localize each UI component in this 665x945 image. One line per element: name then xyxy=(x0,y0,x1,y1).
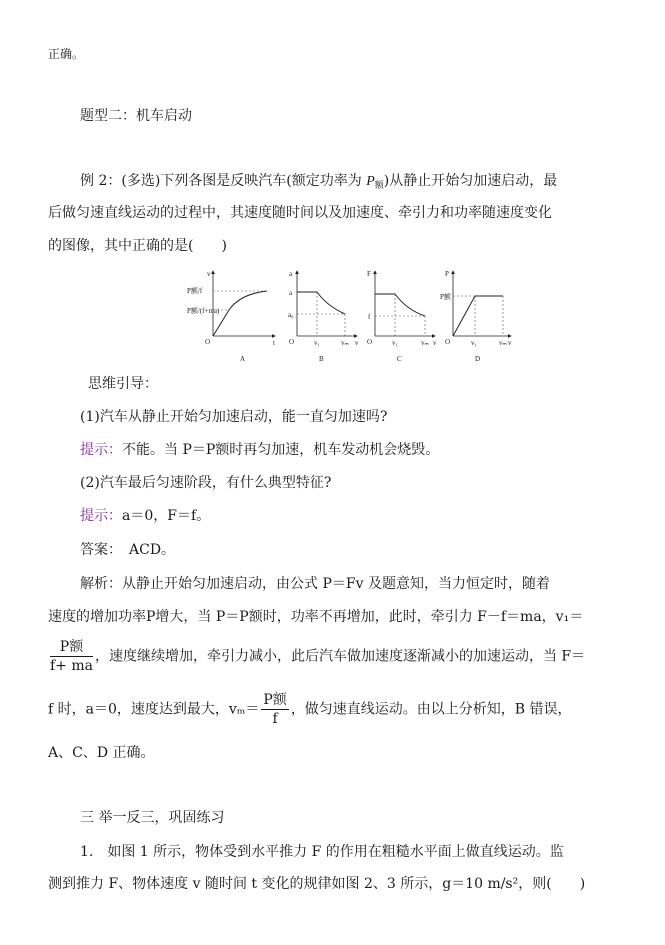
graphs-figure xyxy=(185,266,515,366)
graph-a xyxy=(187,270,275,363)
fraction-vm: $\frac{\text{P额}}{f}$ xyxy=(263,692,287,727)
section3-title: 三 举一反三，巩固练习 xyxy=(80,810,225,826)
hint-1: 提示：不能。当 P＝P额时再匀加速，机车发动机会烧毁。 xyxy=(80,442,440,458)
graph-c-tick-f: f xyxy=(368,313,371,321)
question-2: (2)汽车最后匀速阶段，有什么典型特征? xyxy=(80,475,332,491)
graph-c-tick-v1: v₁ xyxy=(392,339,398,347)
graph-d-tick-p: P额 xyxy=(440,293,451,301)
top-fragment: 正确。 xyxy=(48,47,85,61)
analysis-line4: f 时，a＝0，速度达到最大，vₘ＝ $\frac{\text{P额}}{f}$ ，做匀速直线运动。由以上分析知，B 错误， xyxy=(48,692,572,727)
example-line2: 后做匀速直线运动的过程中，其速度随时间以及加速度、牵引力和功率随速度变化 xyxy=(48,205,552,221)
section2-title: 题型二：机车启动 xyxy=(80,108,192,124)
example-line1: 例 2：(多选)下列各图是反映汽车(额定功率为 $P_额$)从静止开始匀加速启动，最 xyxy=(80,173,558,191)
question-1: (1)汽车从静止开始匀加速启动，能一直匀加速吗? xyxy=(80,409,388,425)
graph-b-tick-vm: vₘ xyxy=(341,339,349,347)
example-line3: 的图像，其中正确的是( ) xyxy=(48,238,227,254)
hint-2: 提示：a＝0，F＝f。 xyxy=(80,508,211,524)
graph-d-tick-v1: v₁ xyxy=(471,339,477,347)
guide-title: 思维引导： xyxy=(88,376,158,392)
graph-c-tick-vm: vₘ xyxy=(421,339,429,347)
graph-c-y-axis: F xyxy=(367,270,371,278)
answer: 答案： ACD。 xyxy=(80,542,176,558)
analysis-line5: A、C、D 正确。 xyxy=(48,745,155,761)
graph-b-tick-a: a xyxy=(289,289,293,297)
graph-b-y-axis: a xyxy=(289,270,293,278)
graph-b-tick-a0: a₀ xyxy=(288,311,294,319)
graph-c-origin: O xyxy=(367,338,373,346)
analysis-line3: $\frac{\text{P额}}{f+ ma}$ ，速度继续增加，牵引力减小，此后汽车做加速度逐渐减小的加速运动，当 F＝ xyxy=(50,639,586,674)
exercise-line2: 测到推力 F、物体速度 v 随时间 t 变化的规律如图 2、3 所示，g＝10 m/s²，则( ) xyxy=(48,876,586,892)
fraction-v1: $\frac{\text{P额}}{f+ ma}$ xyxy=(50,639,93,674)
graph-a-label: A xyxy=(240,355,246,363)
graph-c xyxy=(367,270,437,363)
graph-b-x-axis: v xyxy=(355,339,359,347)
graph-b-tick-v1: v₁ xyxy=(314,339,320,347)
graph-d xyxy=(440,270,512,363)
graph-a-origin: O xyxy=(205,338,211,346)
analysis-line2: 速度的增加功率P增大，当 P＝P额时，功率不再增加，此时，牵引力 F－f＝ma，v₁＝ xyxy=(48,609,584,625)
graph-b-label: B xyxy=(319,355,324,363)
graph-a-x-axis: t xyxy=(273,339,275,347)
graph-a-y-axis: v xyxy=(207,270,211,278)
graph-d-y-axis: P xyxy=(445,270,449,278)
graph-c-label: C xyxy=(397,355,402,363)
exercise-line1: 1. 如图 1 所示，物体受到水平推力 F 的作用在粗糙水平面上做直线运动。监 xyxy=(80,844,564,860)
analysis-line1: 解析：从静止开始匀加速启动，由公式 P＝Fv 及题意知，当力恒定时，随着 xyxy=(80,576,550,592)
graph-d-origin: O xyxy=(445,338,451,346)
graph-c-x-axis: v xyxy=(433,339,437,347)
graph-d-x-axis: v xyxy=(508,339,512,347)
graph-d-tick-vm: vₘ xyxy=(499,339,507,347)
graph-b xyxy=(288,270,359,363)
graph-d-label: D xyxy=(475,355,481,363)
graph-b-origin: O xyxy=(289,338,295,346)
graph-a-tick-bottom: P额/(f+ma) xyxy=(187,307,220,315)
graph-a-tick-top: P额/f xyxy=(187,287,203,295)
